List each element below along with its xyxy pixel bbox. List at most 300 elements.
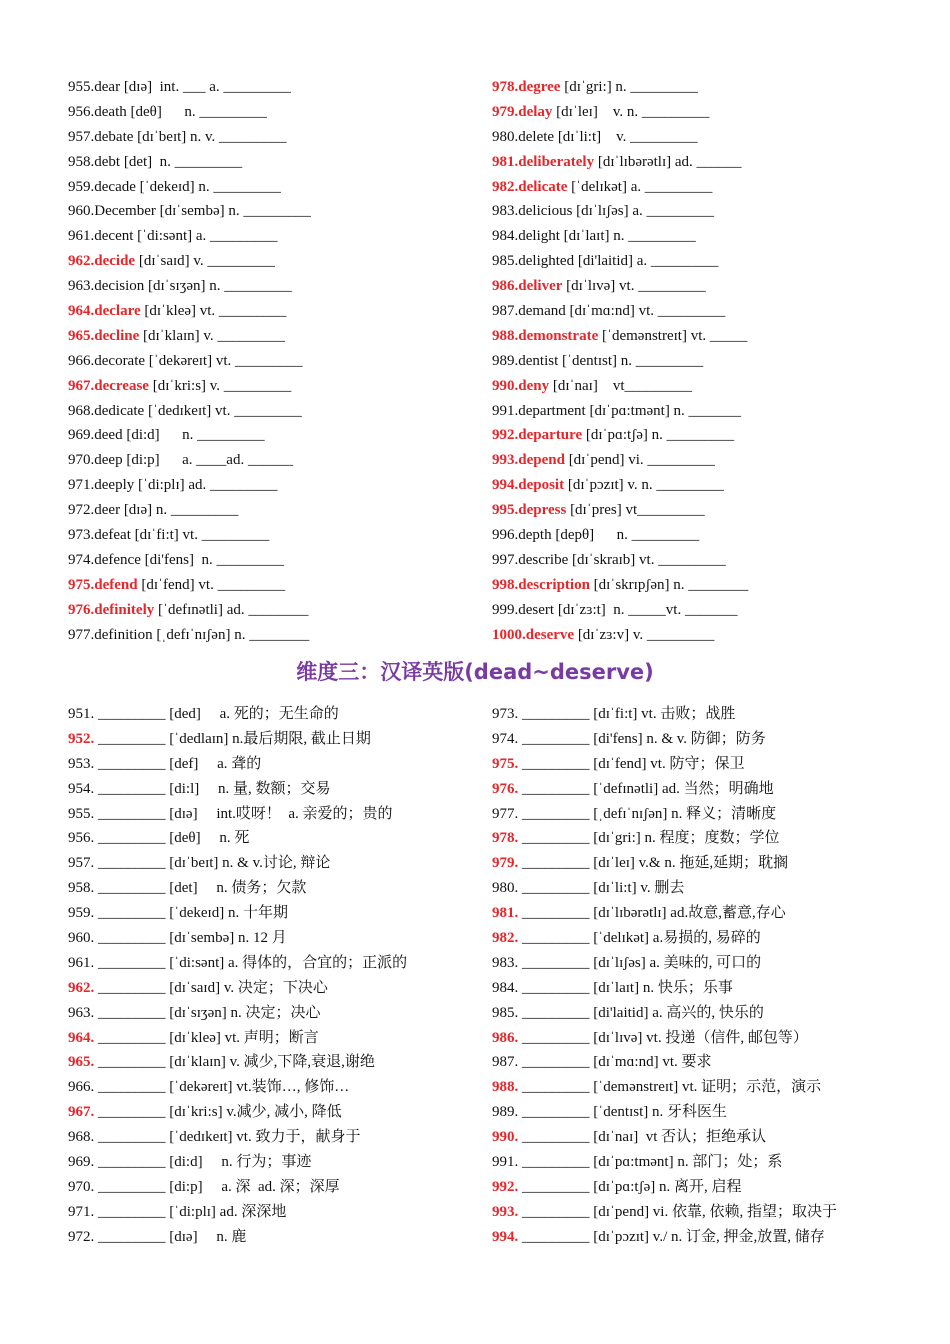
entry-number: 994. bbox=[492, 1228, 519, 1245]
entry-number: 997. bbox=[492, 551, 519, 568]
vocab-entry bbox=[492, 224, 748, 249]
translation-entry bbox=[492, 901, 837, 926]
entry-detail: _________ [dɪˈnaɪ] vt 否认；拒绝承认 bbox=[518, 1129, 767, 1146]
entry-detail: [dɪˈli:t] v. _________ bbox=[554, 128, 698, 145]
entry-number: 991. bbox=[492, 1154, 519, 1171]
vocab-entry bbox=[68, 473, 311, 498]
translation-entry bbox=[68, 777, 407, 802]
entry-headword: decorate bbox=[94, 352, 146, 369]
entry-number: 960. bbox=[68, 930, 95, 947]
entry-detail: _________ [dɪˈlaɪt] n. 快乐；乐事 bbox=[518, 979, 733, 996]
entry-headword: delicious bbox=[518, 203, 573, 220]
translation-entry bbox=[68, 727, 407, 752]
entry-headword: deserve bbox=[525, 626, 575, 643]
entry-number: 958. bbox=[68, 153, 95, 170]
vocab-entry bbox=[68, 349, 311, 374]
entry-detail: [ˌdefɪˈnɪʃən] n. ________ bbox=[152, 626, 310, 643]
section1-right-column bbox=[492, 75, 748, 647]
translation-entry bbox=[492, 1075, 837, 1100]
section1-left-column bbox=[68, 75, 311, 647]
entry-detail: [dɪˈpɑ:tmənt] n. _______ bbox=[585, 402, 742, 419]
entry-headword: demand bbox=[518, 303, 566, 320]
entry-headword: delicate bbox=[518, 178, 568, 195]
entry-detail: [dɪˈlɪvə] vt. _________ bbox=[562, 278, 706, 295]
entry-headword: degree bbox=[518, 79, 561, 95]
entry-number: 967. bbox=[68, 1104, 95, 1121]
entry-word bbox=[492, 253, 574, 269]
entry-number: 990. bbox=[492, 1129, 519, 1146]
vocab-entry bbox=[68, 150, 311, 175]
entry-word bbox=[492, 577, 590, 593]
entry-headword: deed bbox=[94, 427, 123, 444]
vocab-entry bbox=[68, 423, 311, 448]
translation-entry bbox=[492, 1100, 837, 1125]
entry-number: 981. bbox=[492, 905, 519, 922]
entry-detail: _________ [dɪˈsaɪd] v. 决定；下决心 bbox=[94, 979, 328, 996]
entry-number: 963. bbox=[68, 1004, 95, 1021]
entry-number: 993. bbox=[492, 452, 519, 469]
entry-number: 977. bbox=[68, 626, 95, 643]
entry-number: 973. bbox=[68, 527, 95, 544]
entry-detail: [dɪˈfi:t] vt. _________ bbox=[130, 527, 270, 544]
entry-detail: [dɪˈsaɪd] v. _________ bbox=[135, 253, 275, 270]
entry-headword: definition bbox=[94, 626, 153, 643]
entry-headword: delete bbox=[518, 128, 555, 145]
entry-number: 967. bbox=[68, 377, 95, 394]
entry-word bbox=[68, 179, 136, 195]
translation-entry bbox=[68, 851, 407, 876]
entry-headword: decision bbox=[94, 278, 145, 295]
translation-entry bbox=[492, 702, 837, 727]
entry-detail: [dɪə] int. ___ a. _________ bbox=[120, 79, 291, 95]
translation-entry bbox=[492, 802, 837, 827]
entry-number: 996. bbox=[492, 527, 519, 544]
vocab-entry bbox=[68, 224, 311, 249]
entry-detail: [dɪˈlaɪt] n. _________ bbox=[559, 228, 696, 245]
vocab-entry bbox=[492, 399, 748, 424]
entry-number: 951. bbox=[68, 706, 95, 722]
translation-entry bbox=[68, 702, 407, 727]
entry-detail: [dɪˈpres] vt_________ bbox=[566, 502, 705, 519]
entry-number: 983. bbox=[492, 954, 519, 971]
entry-detail: _________ [ˈdi:plɪ] ad. 深深地 bbox=[94, 1203, 287, 1220]
entry-number: 987. bbox=[492, 303, 519, 320]
translation-entry bbox=[68, 1150, 407, 1175]
entry-number: 979. bbox=[492, 103, 519, 120]
translation-entry bbox=[68, 1200, 407, 1225]
entry-detail: _________ [dɪˈsɪʒən] n. 决定；决心 bbox=[94, 1004, 321, 1021]
entry-detail: [dɪˈklaɪn] v. _________ bbox=[139, 327, 285, 344]
entry-number: 978. bbox=[492, 830, 519, 847]
entry-number: 959. bbox=[68, 178, 95, 195]
entry-number: 954. bbox=[68, 780, 95, 797]
entry-headword: defence bbox=[94, 551, 141, 568]
entry-detail: [dɪə] n. _________ bbox=[120, 502, 239, 519]
vocab-entry bbox=[68, 125, 311, 150]
entry-number: 986. bbox=[492, 1029, 519, 1046]
vocab-entry bbox=[492, 75, 748, 100]
entry-number: 973. bbox=[492, 706, 519, 722]
vocab-entry bbox=[492, 150, 748, 175]
entry-headword: death bbox=[94, 103, 127, 120]
entry-word bbox=[492, 627, 574, 643]
entry-number: 985. bbox=[492, 253, 519, 270]
entry-word bbox=[492, 79, 560, 95]
entry-detail: _________ [dɪˈlɪbərətlɪ] ad.故意,蓄意,存心 bbox=[518, 905, 786, 922]
entry-detail: _________ [ded] a. 死的；无生命的 bbox=[94, 706, 339, 722]
entry-number: 989. bbox=[492, 352, 519, 369]
entry-word bbox=[492, 427, 582, 443]
entry-number: 952. bbox=[68, 730, 95, 747]
entry-number: 983. bbox=[492, 203, 519, 220]
entry-number: 955. bbox=[68, 805, 95, 822]
entry-headword: definitely bbox=[94, 601, 155, 618]
entry-headword: decline bbox=[94, 327, 140, 344]
entry-detail: _________ [ˌdefɪˈnɪʃən] n. 释义；清晰度 bbox=[518, 805, 777, 822]
entry-detail: _________ [det] n. 债务；欠款 bbox=[94, 880, 307, 897]
entry-headword: depth bbox=[518, 527, 552, 544]
entry-number: 961. bbox=[68, 228, 95, 245]
vocab-entry bbox=[492, 374, 748, 399]
entry-detail: _________ [ˈdelɪkət] a.易损的, 易碎的 bbox=[518, 930, 761, 947]
vocab-entry bbox=[68, 249, 311, 274]
entry-detail: _________ [dɪˈpend] vi. 依靠, 依赖, 指望；取决于 bbox=[518, 1203, 837, 1220]
entry-detail: _________ [dɪˈleɪ] v.& n. 拖延,延期；耽搁 bbox=[518, 855, 789, 872]
entry-word bbox=[492, 154, 594, 170]
entry-number: 974. bbox=[68, 551, 95, 568]
entry-detail: [dɪˈbeɪt] n. v. _________ bbox=[133, 128, 287, 145]
entry-detail: _________ [def] a. 聋的 bbox=[94, 755, 262, 772]
entry-detail: [det] n. _________ bbox=[120, 153, 243, 170]
entry-word bbox=[68, 527, 131, 543]
entry-detail: [di:p] a. ____ad. ______ bbox=[122, 452, 293, 469]
entry-word bbox=[68, 577, 138, 593]
entry-word bbox=[492, 452, 565, 468]
entry-detail: _________ [dɪˈbeɪt] n. & v.讨论, 辩论 bbox=[94, 855, 331, 872]
entry-number: 957. bbox=[68, 855, 95, 872]
translation-entry bbox=[68, 802, 407, 827]
entry-detail: _________ [ˈdi:sənt] a. 得体的，合宜的；正派的 bbox=[94, 954, 408, 971]
entry-detail: [dɪˈzɜ:t] n. _____vt. _______ bbox=[554, 601, 738, 618]
entry-word bbox=[68, 79, 120, 95]
entry-number: 966. bbox=[68, 1079, 95, 1096]
vocab-entry bbox=[68, 100, 311, 125]
translation-entry bbox=[68, 1125, 407, 1150]
entry-headword: decent bbox=[94, 228, 134, 245]
entry-number: 966. bbox=[68, 352, 95, 369]
entry-detail: _________ [dɪˈlɪvə] vt. 投递（信件, 邮包等） bbox=[518, 1029, 808, 1046]
vocab-entry bbox=[68, 75, 311, 100]
entry-detail: _________ [dɪˈpɔzɪt] v./ n. 订金, 押金,放置, 储存 bbox=[518, 1228, 825, 1245]
entry-number: 968. bbox=[68, 1129, 95, 1146]
entry-number: 971. bbox=[68, 477, 95, 494]
entry-word bbox=[68, 627, 153, 643]
entry-headword: departure bbox=[518, 427, 583, 444]
entry-detail: [dɪˈskraɪb] vt. _________ bbox=[568, 551, 726, 568]
entry-headword: delay bbox=[518, 103, 553, 120]
entry-number: 969. bbox=[68, 1154, 95, 1171]
translation-entry bbox=[492, 1026, 837, 1051]
entry-word bbox=[68, 452, 123, 468]
vocab-entry bbox=[492, 573, 748, 598]
vocab-entry bbox=[68, 498, 311, 523]
entry-word bbox=[492, 129, 554, 145]
vocab-entry bbox=[68, 448, 311, 473]
entry-detail: [dɪˈkri:s] v. _________ bbox=[148, 377, 292, 394]
entry-headword: defeat bbox=[94, 527, 131, 544]
entry-headword: desert bbox=[518, 601, 555, 618]
entry-detail: [ˈdefɪnətli] ad. ________ bbox=[154, 601, 309, 618]
translation-entry bbox=[492, 777, 837, 802]
entry-detail: _________ [dɪˈfi:t] vt. 击败；战胜 bbox=[518, 706, 736, 722]
entry-detail: _________ [ˈdekəreɪt] vt.装饰…, 修饰… bbox=[94, 1079, 350, 1096]
entry-word bbox=[68, 403, 144, 419]
translation-entry bbox=[492, 876, 837, 901]
entry-word bbox=[68, 104, 127, 120]
entry-number: 994. bbox=[492, 477, 519, 494]
entry-detail: [dɪˈpend] vi. _________ bbox=[564, 452, 715, 469]
section-heading: 维度三：汉译英版(dead~deserve) bbox=[296, 660, 654, 684]
entry-number: 965. bbox=[68, 327, 95, 344]
entry-word bbox=[492, 477, 564, 493]
vocab-entry bbox=[68, 299, 311, 324]
entry-number: 992. bbox=[492, 1178, 519, 1195]
entry-number: 971. bbox=[68, 1203, 95, 1220]
entry-word bbox=[68, 154, 120, 170]
entry-detail: _________ [dɪˈfend] vt. 防守；保卫 bbox=[518, 755, 745, 772]
entry-headword: December bbox=[94, 203, 156, 220]
entry-detail: [ˈdelɪkət] a. _________ bbox=[567, 178, 713, 195]
entry-headword: department bbox=[518, 402, 586, 419]
entry-number: 992. bbox=[492, 427, 519, 444]
entry-number: 969. bbox=[68, 427, 95, 444]
entry-detail: [di:d] n. _________ bbox=[122, 427, 265, 444]
vocab-entry bbox=[68, 598, 311, 623]
entry-word bbox=[68, 502, 120, 518]
translation-entry bbox=[68, 1001, 407, 1026]
entry-word bbox=[492, 203, 572, 219]
entry-detail: [ˈdi:sənt] a. _________ bbox=[133, 228, 278, 245]
entry-word bbox=[492, 403, 586, 419]
entry-number: 975. bbox=[492, 755, 519, 772]
translation-entry bbox=[68, 901, 407, 926]
vocab-entry bbox=[492, 175, 748, 200]
entry-detail: _________ [di:p] a. 深 ad. 深；深厚 bbox=[94, 1178, 340, 1195]
entry-detail: [depθ] n. _________ bbox=[551, 527, 700, 544]
translation-entry bbox=[492, 1050, 837, 1075]
entry-number: 970. bbox=[68, 1178, 95, 1195]
entry-number: 976. bbox=[492, 780, 519, 797]
entry-detail: [dɪˈkleə] vt. _________ bbox=[140, 303, 287, 320]
section2-left-column bbox=[68, 702, 407, 1250]
translation-entry bbox=[68, 1100, 407, 1125]
entry-word bbox=[68, 427, 123, 443]
entry-number: 989. bbox=[492, 1104, 519, 1121]
entry-number: 965. bbox=[68, 1054, 95, 1071]
entry-word bbox=[68, 278, 144, 294]
vocab-entry bbox=[68, 623, 311, 648]
entry-word bbox=[492, 104, 552, 120]
entry-word bbox=[68, 477, 134, 493]
entry-detail: _________ [di'laitid] a. 高兴的, 快乐的 bbox=[518, 1004, 764, 1021]
entry-detail: [dɪˈpɔzɪt] v. n. _________ bbox=[564, 477, 724, 494]
translation-entry bbox=[492, 1225, 837, 1250]
vocab-entry bbox=[492, 100, 748, 125]
entry-headword: delighted bbox=[518, 253, 575, 270]
entry-detail: _________ [ˈdemənstreɪt] vt. 证明；示范，演示 bbox=[518, 1079, 822, 1096]
entry-number: 998. bbox=[492, 576, 519, 593]
translation-entry bbox=[68, 951, 407, 976]
entry-headword: defend bbox=[94, 576, 138, 593]
entry-detail: _________ [ˈdentɪst] n. 牙科医生 bbox=[518, 1104, 727, 1121]
entry-number: 953. bbox=[68, 755, 95, 772]
entry-detail: [dɪˈsɪʒən] n. _________ bbox=[144, 278, 292, 295]
entry-detail: [ˈdedɪkeɪt] vt. _________ bbox=[144, 402, 302, 419]
entry-number: 995. bbox=[492, 502, 519, 519]
translation-entry bbox=[492, 1001, 837, 1026]
entry-headword: debate bbox=[94, 128, 134, 145]
vocab-entry bbox=[68, 573, 311, 598]
entry-number: 959. bbox=[68, 905, 95, 922]
entry-headword: decrease bbox=[94, 377, 149, 394]
vocab-entry bbox=[492, 623, 748, 648]
entry-headword: deer bbox=[94, 502, 121, 519]
vocab-entry bbox=[492, 423, 748, 448]
entry-headword: depress bbox=[518, 502, 567, 519]
translation-entry bbox=[492, 727, 837, 752]
entry-number: 960. bbox=[68, 203, 95, 220]
entry-detail: [ˈdentɪst] n. _________ bbox=[558, 352, 704, 369]
entry-word bbox=[492, 303, 566, 319]
translation-entry bbox=[68, 876, 407, 901]
vocab-entry bbox=[68, 324, 311, 349]
entry-detail: _________ [ˈdedlaɪn] n.最后期限, 截止日期 bbox=[94, 730, 371, 747]
entry-number: 1000. bbox=[492, 626, 526, 643]
entry-number: 976. bbox=[68, 601, 95, 618]
entry-headword: deeply bbox=[94, 477, 135, 494]
translation-entry bbox=[68, 1050, 407, 1075]
vocab-entry bbox=[492, 448, 748, 473]
entry-number: 957. bbox=[68, 128, 95, 145]
entry-word bbox=[492, 278, 562, 294]
entry-detail: [dɪˈgri:] n. _________ bbox=[560, 79, 698, 95]
entry-number: 964. bbox=[68, 1029, 95, 1046]
entry-number: 990. bbox=[492, 377, 519, 394]
vocab-entry bbox=[68, 199, 311, 224]
entry-headword: description bbox=[518, 576, 590, 593]
entry-word bbox=[68, 203, 156, 219]
translation-entry bbox=[492, 851, 837, 876]
entry-word bbox=[68, 253, 135, 269]
entry-number: 980. bbox=[492, 880, 519, 897]
translation-entry bbox=[68, 976, 407, 1001]
entry-number: 988. bbox=[492, 1079, 519, 1096]
entry-word bbox=[68, 602, 154, 618]
entry-detail: [dɪˈskrɪpʃən] n. ________ bbox=[589, 576, 749, 593]
entry-number: 984. bbox=[492, 228, 519, 245]
translation-entry bbox=[68, 752, 407, 777]
entry-detail: [dɪˈpɑ:tʃə] n. _________ bbox=[582, 427, 735, 444]
entry-headword: debt bbox=[94, 153, 121, 170]
entry-headword: declare bbox=[94, 303, 141, 320]
entry-word bbox=[492, 179, 567, 195]
vocab-entry bbox=[492, 473, 748, 498]
entry-word bbox=[492, 328, 598, 344]
entry-number: 956. bbox=[68, 103, 95, 120]
translation-entry bbox=[492, 1150, 837, 1175]
entry-number: 962. bbox=[68, 253, 95, 270]
entry-word bbox=[492, 502, 566, 518]
entry-detail: [dɪˈnaɪ] vt_________ bbox=[549, 377, 692, 394]
entry-detail: [di'laitid] a. _________ bbox=[574, 253, 719, 270]
entry-headword: describe bbox=[518, 551, 569, 568]
translation-entry bbox=[492, 752, 837, 777]
entry-detail: [ˈdekeɪd] n. _________ bbox=[135, 178, 281, 195]
vocab-entry bbox=[492, 274, 748, 299]
translation-entry bbox=[68, 1225, 407, 1250]
entry-word bbox=[68, 303, 141, 319]
vocab-entry bbox=[492, 299, 748, 324]
entry-number: 980. bbox=[492, 128, 519, 145]
entry-detail: [dɪˈfend] vt. _________ bbox=[137, 576, 286, 593]
entry-detail: _________ [ˈdefɪnətli] ad. 当然；明确地 bbox=[518, 780, 774, 797]
entry-number: 982. bbox=[492, 930, 519, 947]
entry-detail: _________ [dɪˈkleə] vt. 声明；断言 bbox=[94, 1029, 319, 1046]
entry-number: 964. bbox=[68, 303, 95, 320]
entry-headword: delight bbox=[518, 228, 560, 245]
entry-number: 979. bbox=[492, 855, 519, 872]
section2-right-column bbox=[492, 702, 837, 1250]
vocab-entry bbox=[68, 374, 311, 399]
entry-headword: deposit bbox=[518, 477, 565, 494]
entry-detail: _________ [dɪˈlɪʃəs] a. 美味的, 可口的 bbox=[518, 954, 762, 971]
entry-number: 987. bbox=[492, 1054, 519, 1071]
entry-number: 982. bbox=[492, 178, 519, 195]
entry-detail: [ˈdekəreɪt] vt. _________ bbox=[145, 352, 303, 369]
vocab-entry bbox=[492, 523, 748, 548]
entry-number: 956. bbox=[68, 830, 95, 847]
entry-word bbox=[492, 378, 549, 394]
vocab-entry bbox=[492, 498, 748, 523]
entry-detail: _________ [dɪˈli:t] v. 删去 bbox=[518, 880, 685, 897]
vocab-entry bbox=[492, 125, 748, 150]
entry-detail: _________ [dɪˈgri:] n. 程度；度数；学位 bbox=[518, 830, 780, 847]
entry-number: 986. bbox=[492, 278, 519, 295]
entry-detail: [dɪˈsembə] n. _________ bbox=[155, 203, 311, 220]
entry-detail: _________ [di'fens] n. & v. 防御；防务 bbox=[518, 730, 766, 747]
entry-number: 972. bbox=[68, 502, 95, 519]
vocab-entry bbox=[68, 523, 311, 548]
entry-word bbox=[492, 602, 554, 618]
entry-headword: depend bbox=[518, 452, 565, 469]
entry-detail: _________ [dɪˈmɑ:nd] vt. 要求 bbox=[518, 1054, 712, 1071]
entry-detail: _________ [dɪə] n. 鹿 bbox=[94, 1228, 247, 1245]
entry-number: 972. bbox=[68, 1228, 95, 1245]
vocab-entry bbox=[68, 548, 311, 573]
entry-headword: deliberately bbox=[518, 153, 595, 170]
entry-detail: _________ [ˈdekeɪd] n. 十年期 bbox=[94, 905, 288, 922]
entry-headword: dentist bbox=[518, 352, 559, 369]
entry-detail: [ˈdi:plɪ] ad. _________ bbox=[134, 477, 278, 494]
entry-number: 970. bbox=[68, 452, 95, 469]
entry-number: 975. bbox=[68, 576, 95, 593]
entry-number: 985. bbox=[492, 1004, 519, 1021]
entry-word bbox=[492, 527, 552, 543]
vocab-entry bbox=[68, 175, 311, 200]
entry-word bbox=[492, 228, 560, 244]
entry-detail: _________ [dɪˈpɑ:tmənt] n. 部门；处；系 bbox=[518, 1154, 783, 1171]
translation-entry bbox=[492, 1125, 837, 1150]
